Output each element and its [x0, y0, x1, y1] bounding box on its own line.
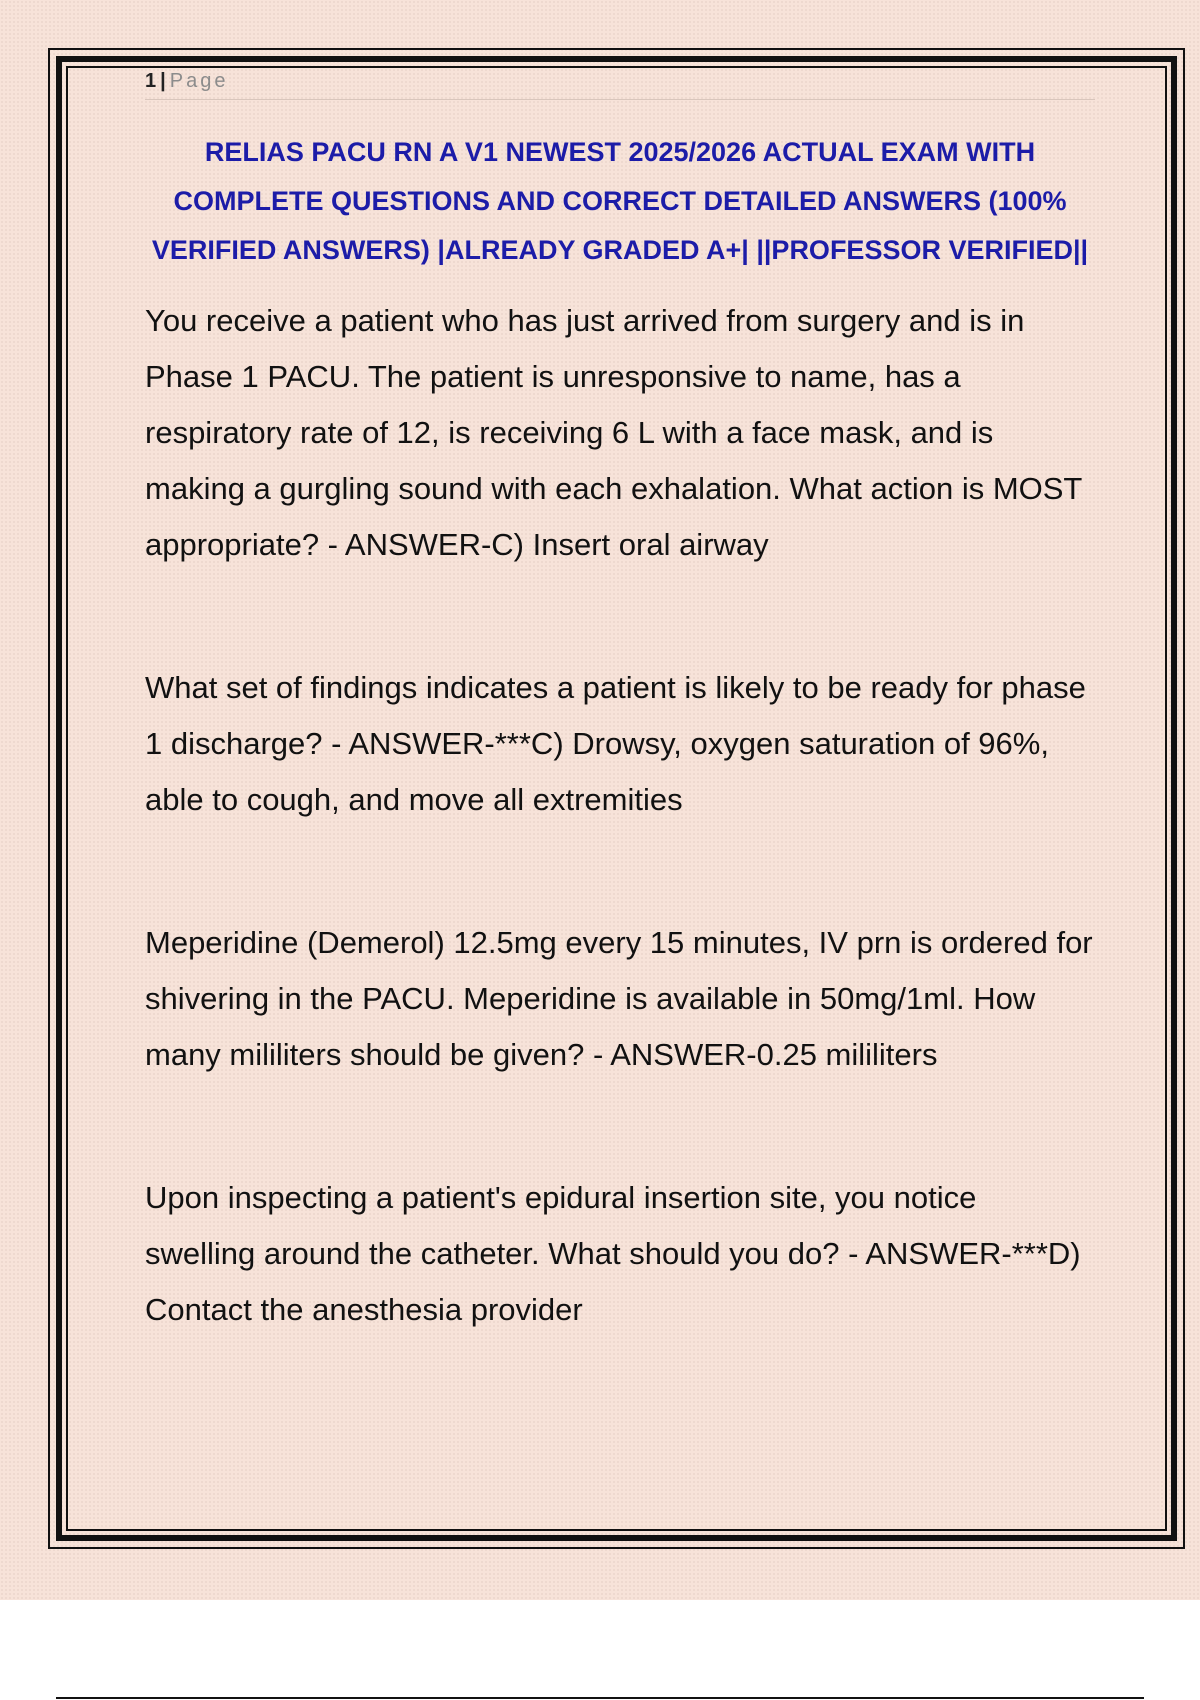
question-answer-1: You receive a patient who has just arrived from surgery and is in Phase 1 PACU. The patient is unresponsive to name, has a respiratory rate of 12, is receiving 6 L with a face mask, and is making a gurgling sound with each exhalation. What action is MOST appropriate? - ANSWER-C) Insert oral airway — [145, 303, 1082, 562]
question-answer-3: Meperidine (Demerol) 12.5mg every 15 minutes, IV prn is ordered for shivering in the PACU. Meperidine is available in 50mg/1ml. How many mililiters should be given? - ANSWER-0.25 mililiters — [145, 925, 1093, 1072]
page-header — [145, 70, 1095, 100]
bottom-divider — [56, 1697, 1144, 1699]
question-answer-2: What set of findings indicates a patient is likely to be ready for phase 1 discharge? - ANSWER-***C) Drowsy, oxygen saturation of 96%, able to cough, and move all extremities — [145, 670, 1086, 817]
page-label: Page — [169, 70, 229, 92]
page-separator: | — [160, 70, 167, 92]
page-number: 1 — [145, 70, 158, 92]
document-title: RELIAS PACU RN A V1 NEWEST 2025/2026 ACTUAL EXAM WITH COMPLETE QUESTIONS AND CORRECT DETAILED ANSWERS (100% VERIFIED ANSWERS) |ALREADY GRADED A+| ||PROFESSOR VERIFIED|| — [151, 137, 1089, 265]
question-answer-4: Upon inspecting a patient's epidural insertion site, you notice swelling around the catheter. What should you do? - ANSWER-***D) Contact the anesthesia provider — [145, 1180, 1081, 1327]
document-content — [145, 70, 1095, 1425]
